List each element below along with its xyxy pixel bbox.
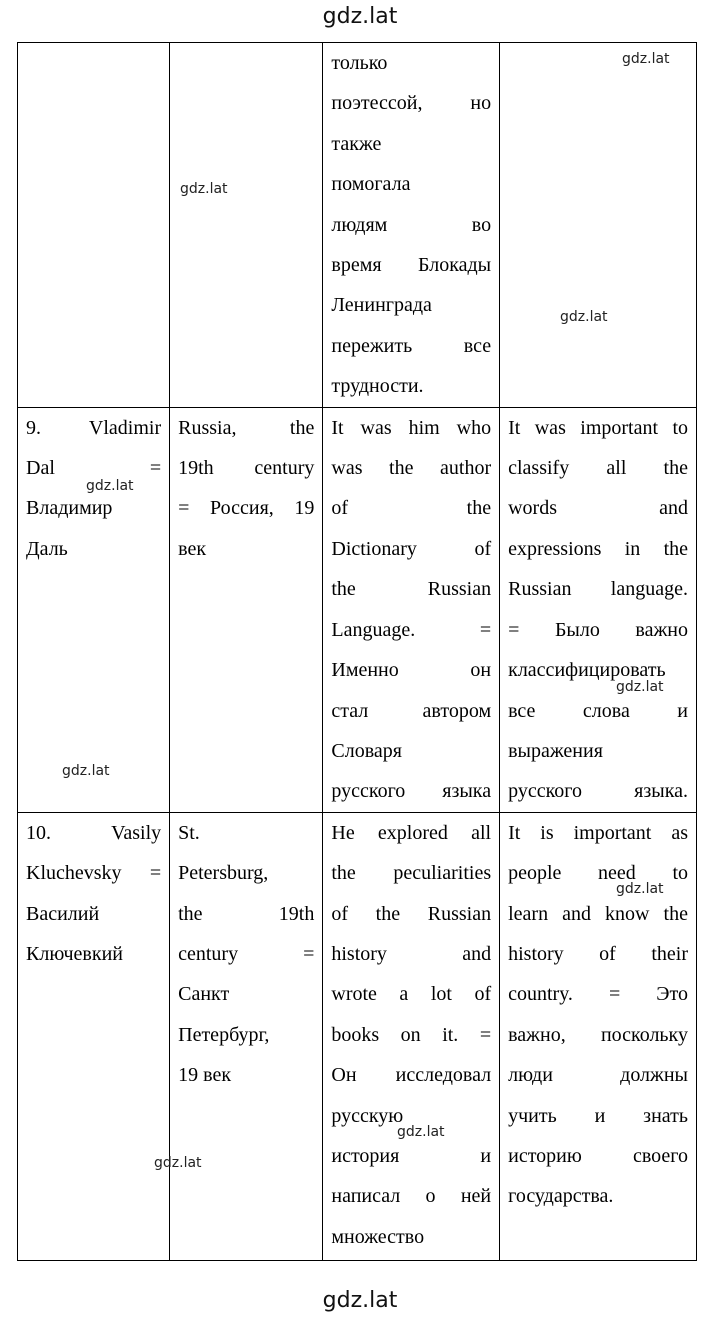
watermark-text: gdz.lat bbox=[180, 181, 228, 197]
cell-text-line: русского языка. bbox=[508, 780, 688, 803]
cell-text-line: people need to bbox=[508, 862, 688, 885]
cell-text-line: It is important as bbox=[508, 821, 688, 844]
cell-text-line: только bbox=[331, 52, 388, 74]
cell-text-line: It was him who bbox=[331, 416, 492, 439]
cell-text-line: Василий bbox=[26, 902, 100, 925]
cell-text-line: Kluchevsky = bbox=[26, 862, 162, 885]
cell-text-line: the 19th bbox=[178, 902, 315, 925]
cell-text-line: важно, поскольку bbox=[508, 1023, 688, 1046]
cell-text-line: людям во bbox=[331, 213, 492, 236]
cell-text-line: все слова и bbox=[508, 699, 688, 722]
cell-text-line: history of their bbox=[508, 942, 688, 965]
cell-text-line: He explored all bbox=[331, 821, 492, 844]
watermark-text: gdz.lat bbox=[397, 1124, 445, 1140]
cell-text-line: Russian language. bbox=[508, 578, 688, 601]
table-cell bbox=[500, 812, 697, 1260]
cell-text-line: was the author bbox=[331, 457, 492, 480]
cell-text-line: историю своего bbox=[508, 1144, 688, 1167]
table-row bbox=[18, 812, 697, 1260]
cell-text-line: люди должны bbox=[508, 1064, 688, 1087]
watermark-text: gdz.lat bbox=[622, 51, 670, 67]
table-cell bbox=[18, 43, 170, 408]
cell-text-line: русскую bbox=[331, 1104, 404, 1127]
cell-text-line: помогала bbox=[331, 173, 411, 196]
watermark-text: gdz.lat bbox=[560, 309, 608, 325]
watermark-text: gdz.lat bbox=[86, 478, 134, 494]
table-cell bbox=[323, 43, 500, 408]
cell-text-line: history and bbox=[331, 942, 492, 965]
cell-text-line: русского языка bbox=[331, 780, 492, 803]
table-cell bbox=[170, 407, 323, 812]
cell-text-line: learn and know the bbox=[508, 902, 688, 925]
table-cell bbox=[500, 43, 697, 408]
cell-text-line: множество bbox=[331, 1225, 425, 1248]
cell-text-line: It was important to bbox=[508, 416, 688, 439]
cell-text-line: Petersburg, bbox=[178, 862, 269, 885]
cell-text-line: of the bbox=[331, 497, 492, 520]
cell-text-line: время Блокады bbox=[331, 254, 492, 277]
cell-text-line: поэтессой, но bbox=[331, 92, 492, 115]
cell-text-line: век bbox=[178, 537, 207, 560]
table-cell bbox=[170, 43, 323, 408]
watermark-text: gdz.lat bbox=[616, 881, 664, 897]
table-row bbox=[18, 407, 697, 812]
cell-text-line: трудности. bbox=[331, 375, 424, 398]
cell-text-line: Dictionary of bbox=[331, 537, 492, 560]
cell-text-line: 19 век bbox=[178, 1064, 232, 1087]
table-cell bbox=[323, 812, 500, 1260]
cell-text-line: учить и знать bbox=[508, 1104, 688, 1127]
cell-text-line: 9. Vladimir bbox=[26, 416, 162, 439]
watermark-text: gdz.lat bbox=[62, 763, 110, 779]
cell-text-line: Даль bbox=[26, 537, 68, 560]
cell-text-line: century = bbox=[178, 942, 315, 965]
cell-text-line: wrote a lot of bbox=[331, 983, 492, 1006]
table-cell bbox=[170, 812, 323, 1260]
cell-text-line: пережить все bbox=[331, 334, 492, 357]
cell-text-line: Владимир bbox=[26, 497, 113, 520]
cell-text-line: the Russian bbox=[331, 578, 492, 601]
cell-text-line: история и bbox=[331, 1144, 492, 1167]
cell-text-line: Петербург, bbox=[178, 1023, 270, 1046]
cell-text-line: 19th century bbox=[178, 457, 315, 480]
cell-text-line: написал о ней bbox=[331, 1185, 492, 1208]
site-footer-watermark: gdz.lat bbox=[322, 1288, 398, 1313]
cell-text-line: Он исследовал bbox=[331, 1064, 492, 1087]
cell-text-line: Ленинграда bbox=[331, 294, 432, 317]
cell-text-line: of the Russian bbox=[331, 902, 492, 925]
cell-text-line: Dal = bbox=[26, 457, 162, 480]
cell-text-line: также bbox=[331, 132, 382, 155]
cell-text-line: words and bbox=[508, 497, 688, 520]
cell-text-line: Ключевкий bbox=[26, 942, 124, 965]
cell-text-line: Словаря bbox=[331, 739, 402, 762]
cell-text-line: Именно он bbox=[331, 659, 492, 682]
table-cell bbox=[18, 407, 170, 812]
document-table bbox=[17, 42, 697, 1261]
cell-text-line: выражения bbox=[508, 739, 603, 762]
cell-text-line: classify all the bbox=[508, 457, 688, 480]
cell-text-line: Russia, the bbox=[178, 416, 315, 439]
watermark-text: gdz.lat bbox=[154, 1155, 202, 1171]
cell-text-line: country. = Это bbox=[508, 983, 688, 1006]
cell-text-line: books on it. = bbox=[331, 1023, 492, 1046]
watermark-text: gdz.lat bbox=[616, 679, 664, 695]
cell-text-line: the peculiarities bbox=[331, 862, 492, 885]
cell-text-line: стал автором bbox=[331, 699, 492, 722]
site-header-watermark: gdz.lat bbox=[322, 4, 398, 29]
cell-text-line: государства. bbox=[508, 1185, 614, 1208]
cell-text-line: классифицировать bbox=[508, 659, 666, 682]
table-cell bbox=[18, 812, 170, 1260]
cell-text-line: Санкт bbox=[178, 983, 230, 1006]
cell-text-line: = Было важно bbox=[508, 618, 688, 641]
cell-text-line: Language. = bbox=[331, 618, 492, 641]
cell-text-line: expressions in the bbox=[508, 537, 688, 560]
cell-text-line: St. bbox=[178, 821, 200, 844]
table-cell bbox=[323, 407, 500, 812]
table-cell bbox=[500, 407, 697, 812]
cell-text-line: = Россия, 19 bbox=[178, 497, 315, 520]
table-row bbox=[18, 43, 697, 408]
cell-text-line: 10. Vasily bbox=[26, 821, 162, 844]
